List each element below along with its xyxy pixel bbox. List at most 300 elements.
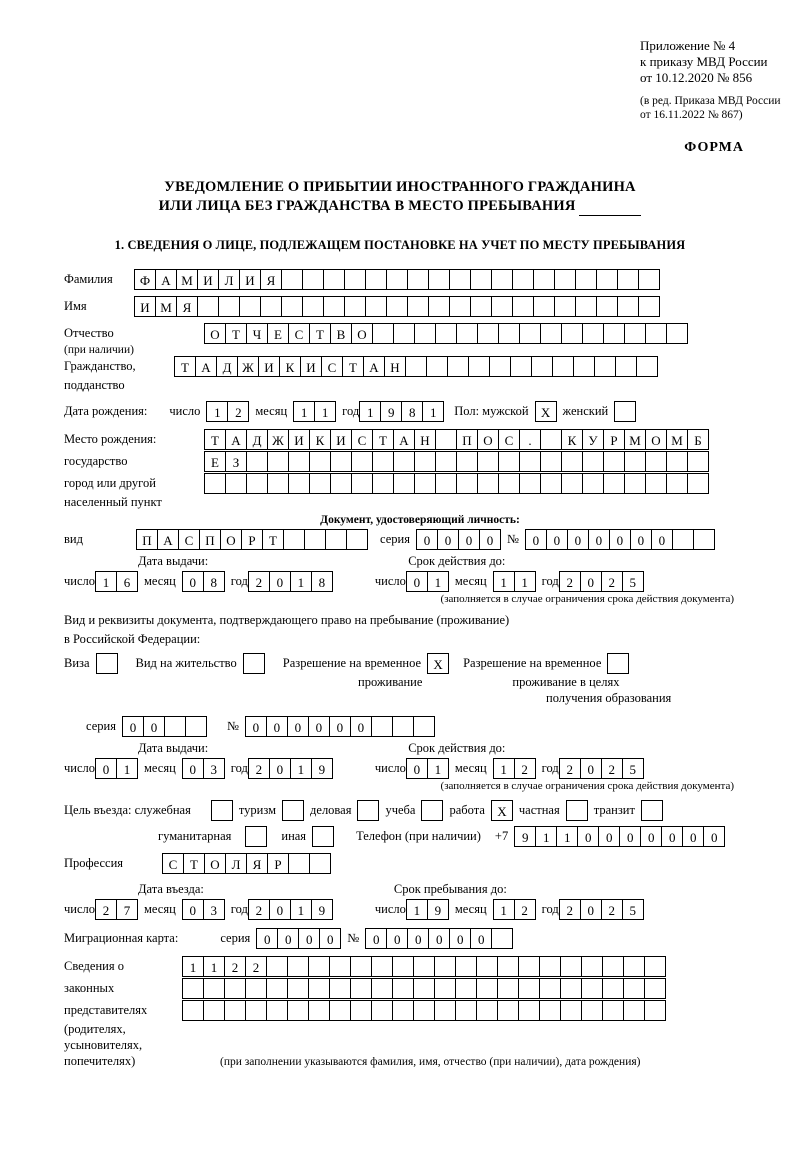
reps-2-cell[interactable] bbox=[539, 978, 561, 999]
birthplace-2-cell[interactable]: Е bbox=[204, 451, 226, 472]
patronymic-cell[interactable] bbox=[582, 323, 604, 344]
name-cell[interactable] bbox=[596, 296, 618, 317]
migration-series-cell[interactable]: 0 bbox=[319, 928, 341, 949]
name-cell[interactable] bbox=[533, 296, 555, 317]
migration-number-cell[interactable]: 0 bbox=[470, 928, 492, 949]
permit-issue-day-cell[interactable]: 0 bbox=[95, 758, 117, 779]
reps-1-cell[interactable] bbox=[308, 956, 330, 977]
birthplace-3-cell[interactable] bbox=[225, 473, 247, 494]
citizenship-cell[interactable] bbox=[447, 356, 469, 377]
id-valid-month-input[interactable] bbox=[493, 571, 536, 592]
temporary-residence-checkbox[interactable]: X bbox=[427, 653, 449, 674]
stay-year-cell[interactable]: 2 bbox=[559, 899, 581, 920]
reps-3-cell[interactable] bbox=[350, 1000, 372, 1021]
birthplace-3-cell[interactable] bbox=[645, 473, 667, 494]
birthplace-1-cell[interactable]: Д bbox=[246, 429, 268, 450]
reps-1-cell[interactable] bbox=[434, 956, 456, 977]
idoc-number-cell[interactable]: 0 bbox=[609, 529, 631, 550]
surname-cell[interactable] bbox=[386, 269, 408, 290]
stay-month-cell[interactable]: 2 bbox=[514, 899, 536, 920]
permit-issue-month-cell[interactable]: 0 bbox=[182, 758, 204, 779]
issue-month-cell[interactable]: 8 bbox=[203, 571, 225, 592]
issue-day-cell[interactable]: 1 bbox=[95, 571, 117, 592]
reps-2-cell[interactable] bbox=[518, 978, 540, 999]
name-cell[interactable] bbox=[302, 296, 324, 317]
purpose-private-checkbox[interactable] bbox=[566, 800, 588, 821]
reps-3-cell[interactable] bbox=[476, 1000, 498, 1021]
phone-cell[interactable]: 1 bbox=[535, 826, 557, 847]
reps-2-cell[interactable] bbox=[560, 978, 582, 999]
surname-cell[interactable] bbox=[491, 269, 513, 290]
reps-3-cell[interactable] bbox=[266, 1000, 288, 1021]
citizenship-cell[interactable]: Д bbox=[216, 356, 238, 377]
valid-year-cell[interactable]: 2 bbox=[601, 571, 623, 592]
entry-month-input[interactable] bbox=[182, 899, 225, 920]
permit-valid-year-input[interactable] bbox=[559, 758, 644, 779]
reps-1-cell[interactable] bbox=[581, 956, 603, 977]
permit-valid-year-cell[interactable]: 0 bbox=[580, 758, 602, 779]
reps-3-cell[interactable] bbox=[560, 1000, 582, 1021]
migration-series-input[interactable] bbox=[256, 928, 341, 949]
migration-number-cell[interactable]: 0 bbox=[407, 928, 429, 949]
permit-series-cell[interactable]: 0 bbox=[122, 716, 144, 737]
birthplace-1-cell[interactable]: У bbox=[582, 429, 604, 450]
birthplace-3-cell[interactable] bbox=[624, 473, 646, 494]
citizenship-cell[interactable]: А bbox=[195, 356, 217, 377]
surname-cell[interactable] bbox=[575, 269, 597, 290]
reps-2-cell[interactable] bbox=[203, 978, 225, 999]
name-cell[interactable] bbox=[554, 296, 576, 317]
reps-1-cell[interactable] bbox=[371, 956, 393, 977]
idoc-number-cell[interactable]: 0 bbox=[651, 529, 673, 550]
birthplace-input-line-1[interactable] bbox=[204, 429, 709, 450]
stay-year-cell[interactable]: 2 bbox=[601, 899, 623, 920]
birthplace-2-cell[interactable] bbox=[246, 451, 268, 472]
birthplace-1-cell[interactable] bbox=[540, 429, 562, 450]
entry-day-input[interactable] bbox=[95, 899, 138, 920]
birthplace-1-cell[interactable]: А bbox=[393, 429, 415, 450]
phone-cell[interactable]: 0 bbox=[682, 826, 704, 847]
birthplace-3-cell[interactable] bbox=[519, 473, 541, 494]
permit-issue-day-cell[interactable]: 1 bbox=[116, 758, 138, 779]
idoc-series-cell[interactable]: 0 bbox=[458, 529, 480, 550]
reps-2-cell[interactable] bbox=[287, 978, 309, 999]
patronymic-cell[interactable]: Т bbox=[225, 323, 247, 344]
entry-year-cell[interactable]: 2 bbox=[248, 899, 270, 920]
birthplace-1-cell[interactable]: Т bbox=[204, 429, 226, 450]
reps-3-cell[interactable] bbox=[287, 1000, 309, 1021]
birthplace-2-cell[interactable] bbox=[288, 451, 310, 472]
reps-2-cell[interactable] bbox=[350, 978, 372, 999]
reps-3-cell[interactable] bbox=[392, 1000, 414, 1021]
surname-cell[interactable] bbox=[554, 269, 576, 290]
valid-day-cell[interactable]: 0 bbox=[406, 571, 428, 592]
reps-3-cell[interactable] bbox=[308, 1000, 330, 1021]
birthplace-1-cell[interactable]: Р bbox=[603, 429, 625, 450]
idoc-number-cell[interactable]: 0 bbox=[588, 529, 610, 550]
reps-1-cell[interactable] bbox=[518, 956, 540, 977]
purpose-transit-checkbox[interactable] bbox=[641, 800, 663, 821]
purpose-tourism-checkbox[interactable] bbox=[282, 800, 304, 821]
permit-issue-year-cell[interactable]: 2 bbox=[248, 758, 270, 779]
citizenship-cell[interactable] bbox=[426, 356, 448, 377]
birthplace-1-cell[interactable]: О bbox=[645, 429, 667, 450]
patronymic-cell[interactable] bbox=[540, 323, 562, 344]
name-cell[interactable] bbox=[638, 296, 660, 317]
idoc-series-cell[interactable]: 0 bbox=[479, 529, 501, 550]
name-cell[interactable] bbox=[260, 296, 282, 317]
idoc-series-cell[interactable]: 0 bbox=[416, 529, 438, 550]
name-cell[interactable] bbox=[449, 296, 471, 317]
name-cell[interactable] bbox=[617, 296, 639, 317]
permit-valid-day-cell[interactable]: 1 bbox=[427, 758, 449, 779]
idoc-type-cell[interactable]: О bbox=[220, 529, 242, 550]
representatives-input-line-2[interactable] bbox=[182, 978, 666, 999]
citizenship-cell[interactable] bbox=[615, 356, 637, 377]
birthplace-2-cell[interactable] bbox=[414, 451, 436, 472]
idoc-type-cell[interactable] bbox=[304, 529, 326, 550]
surname-cell[interactable]: И bbox=[239, 269, 261, 290]
patronymic-cell[interactable] bbox=[603, 323, 625, 344]
valid-year-cell[interactable]: 0 bbox=[580, 571, 602, 592]
birthplace-2-cell[interactable] bbox=[393, 451, 415, 472]
id-document-number-input[interactable] bbox=[525, 529, 715, 550]
permit-series-input[interactable] bbox=[122, 716, 207, 737]
patronymic-cell[interactable] bbox=[624, 323, 646, 344]
phone-cell[interactable]: 0 bbox=[598, 826, 620, 847]
birthplace-3-cell[interactable] bbox=[267, 473, 289, 494]
surname-input[interactable] bbox=[134, 269, 660, 290]
birth-month-cell[interactable]: 1 bbox=[293, 401, 315, 422]
birthplace-input-line-2[interactable] bbox=[204, 451, 709, 472]
valid-year-cell[interactable]: 2 bbox=[559, 571, 581, 592]
birthplace-3-cell[interactable] bbox=[204, 473, 226, 494]
stay-day-input[interactable] bbox=[406, 899, 449, 920]
permit-issue-year-cell[interactable]: 1 bbox=[290, 758, 312, 779]
permit-issue-day-input[interactable] bbox=[95, 758, 138, 779]
reps-1-cell[interactable] bbox=[329, 956, 351, 977]
reps-1-cell[interactable] bbox=[392, 956, 414, 977]
idoc-type-cell[interactable] bbox=[283, 529, 305, 550]
reps-3-cell[interactable] bbox=[182, 1000, 204, 1021]
citizenship-cell[interactable]: И bbox=[300, 356, 322, 377]
reps-2-cell[interactable] bbox=[623, 978, 645, 999]
permit-issue-year-input[interactable] bbox=[248, 758, 333, 779]
representatives-input-line-3[interactable] bbox=[182, 1000, 666, 1021]
citizenship-cell[interactable] bbox=[405, 356, 427, 377]
reps-2-cell[interactable] bbox=[497, 978, 519, 999]
reps-1-cell[interactable]: 2 bbox=[224, 956, 246, 977]
birthplace-1-cell[interactable]: С bbox=[498, 429, 520, 450]
citizenship-cell[interactable] bbox=[531, 356, 553, 377]
reps-1-cell[interactable] bbox=[623, 956, 645, 977]
birthplace-3-cell[interactable] bbox=[666, 473, 688, 494]
reps-2-cell[interactable] bbox=[476, 978, 498, 999]
stay-year-cell[interactable]: 0 bbox=[580, 899, 602, 920]
permit-number-cell[interactable]: 0 bbox=[308, 716, 330, 737]
idoc-number-cell[interactable] bbox=[693, 529, 715, 550]
phone-cell[interactable]: 0 bbox=[619, 826, 641, 847]
sex-female-checkbox[interactable] bbox=[614, 401, 636, 422]
idoc-number-cell[interactable]: 0 bbox=[630, 529, 652, 550]
name-cell[interactable] bbox=[575, 296, 597, 317]
birth-day-input[interactable] bbox=[206, 401, 249, 422]
surname-cell[interactable] bbox=[407, 269, 429, 290]
surname-cell[interactable] bbox=[428, 269, 450, 290]
permit-number-cell[interactable] bbox=[413, 716, 435, 737]
name-input[interactable] bbox=[134, 296, 660, 317]
valid-month-cell[interactable]: 1 bbox=[514, 571, 536, 592]
reps-3-cell[interactable] bbox=[245, 1000, 267, 1021]
surname-cell[interactable] bbox=[638, 269, 660, 290]
idoc-type-cell[interactable]: А bbox=[157, 529, 179, 550]
citizenship-cell[interactable]: И bbox=[258, 356, 280, 377]
permit-number-cell[interactable] bbox=[371, 716, 393, 737]
idoc-type-cell[interactable] bbox=[346, 529, 368, 550]
id-issue-month-input[interactable] bbox=[182, 571, 225, 592]
surname-cell[interactable] bbox=[449, 269, 471, 290]
patronymic-cell[interactable]: В bbox=[330, 323, 352, 344]
profession-cell[interactable]: Р bbox=[267, 853, 289, 874]
birthplace-3-cell[interactable] bbox=[351, 473, 373, 494]
migration-series-cell[interactable]: 0 bbox=[256, 928, 278, 949]
permit-issue-year-cell[interactable]: 9 bbox=[311, 758, 333, 779]
reps-1-cell[interactable] bbox=[476, 956, 498, 977]
birthplace-1-cell[interactable]: А bbox=[225, 429, 247, 450]
migration-number-cell[interactable]: 0 bbox=[386, 928, 408, 949]
birth-month-input[interactable] bbox=[293, 401, 336, 422]
surname-cell[interactable] bbox=[323, 269, 345, 290]
profession-cell[interactable]: Т bbox=[183, 853, 205, 874]
idoc-type-cell[interactable]: Р bbox=[241, 529, 263, 550]
sex-male-checkbox[interactable]: X bbox=[535, 401, 557, 422]
reps-1-cell[interactable] bbox=[287, 956, 309, 977]
idoc-type-cell[interactable]: П bbox=[199, 529, 221, 550]
surname-cell[interactable]: Я bbox=[260, 269, 282, 290]
birthplace-1-cell[interactable]: Т bbox=[372, 429, 394, 450]
permit-valid-day-input[interactable] bbox=[406, 758, 449, 779]
citizenship-cell[interactable] bbox=[573, 356, 595, 377]
reps-3-cell[interactable] bbox=[623, 1000, 645, 1021]
surname-cell[interactable]: А bbox=[155, 269, 177, 290]
birthplace-3-cell[interactable] bbox=[288, 473, 310, 494]
birthplace-3-cell[interactable] bbox=[498, 473, 520, 494]
purpose-other-checkbox[interactable] bbox=[312, 826, 334, 847]
birthplace-1-cell[interactable]: И bbox=[288, 429, 310, 450]
education-residence-checkbox[interactable] bbox=[607, 653, 629, 674]
entry-year-cell[interactable]: 0 bbox=[269, 899, 291, 920]
birthplace-1-cell[interactable]: К bbox=[309, 429, 331, 450]
permit-valid-year-cell[interactable]: 5 bbox=[622, 758, 644, 779]
birthplace-1-cell[interactable]: И bbox=[330, 429, 352, 450]
birth-year-cell[interactable]: 1 bbox=[359, 401, 381, 422]
birthplace-3-cell[interactable] bbox=[603, 473, 625, 494]
birthplace-3-cell[interactable] bbox=[246, 473, 268, 494]
profession-cell[interactable]: Я bbox=[246, 853, 268, 874]
patronymic-cell[interactable] bbox=[645, 323, 667, 344]
name-cell[interactable] bbox=[470, 296, 492, 317]
entry-year-cell[interactable]: 1 bbox=[290, 899, 312, 920]
citizenship-cell[interactable] bbox=[468, 356, 490, 377]
birthplace-2-cell[interactable] bbox=[561, 451, 583, 472]
issue-year-cell[interactable]: 0 bbox=[269, 571, 291, 592]
citizenship-cell[interactable] bbox=[510, 356, 532, 377]
permit-issue-month-cell[interactable]: 3 bbox=[203, 758, 225, 779]
purpose-study-checkbox[interactable] bbox=[421, 800, 443, 821]
surname-cell[interactable] bbox=[533, 269, 555, 290]
profession-input[interactable] bbox=[162, 853, 331, 874]
stay-day-cell[interactable]: 9 bbox=[427, 899, 449, 920]
patronymic-cell[interactable]: О bbox=[351, 323, 373, 344]
birthplace-3-cell[interactable] bbox=[582, 473, 604, 494]
entry-day-cell[interactable]: 7 bbox=[116, 899, 138, 920]
reps-1-cell[interactable] bbox=[455, 956, 477, 977]
reps-1-cell[interactable] bbox=[560, 956, 582, 977]
migration-number-cell[interactable]: 0 bbox=[449, 928, 471, 949]
birthplace-2-cell[interactable] bbox=[603, 451, 625, 472]
birthplace-2-cell[interactable] bbox=[666, 451, 688, 472]
idoc-type-cell[interactable]: П bbox=[136, 529, 158, 550]
birthplace-2-cell[interactable] bbox=[267, 451, 289, 472]
name-cell[interactable] bbox=[344, 296, 366, 317]
profession-cell[interactable] bbox=[309, 853, 331, 874]
name-cell[interactable] bbox=[281, 296, 303, 317]
birthplace-1-cell[interactable]: М bbox=[624, 429, 646, 450]
permit-number-cell[interactable]: 0 bbox=[350, 716, 372, 737]
birthplace-1-cell[interactable] bbox=[435, 429, 457, 450]
entry-day-cell[interactable]: 2 bbox=[95, 899, 117, 920]
surname-cell[interactable]: Ф bbox=[134, 269, 156, 290]
reps-2-cell[interactable] bbox=[329, 978, 351, 999]
birth-day-cell[interactable]: 1 bbox=[206, 401, 228, 422]
reps-2-cell[interactable] bbox=[434, 978, 456, 999]
reps-3-cell[interactable] bbox=[602, 1000, 624, 1021]
reps-1-cell[interactable] bbox=[497, 956, 519, 977]
phone-input[interactable] bbox=[514, 826, 725, 847]
birthplace-1-cell[interactable]: Б bbox=[687, 429, 709, 450]
issue-year-cell[interactable]: 2 bbox=[248, 571, 270, 592]
surname-cell[interactable]: Л bbox=[218, 269, 240, 290]
reps-3-cell[interactable] bbox=[434, 1000, 456, 1021]
idoc-type-cell[interactable]: Т bbox=[262, 529, 284, 550]
birthplace-2-cell[interactable] bbox=[540, 451, 562, 472]
birthplace-2-cell[interactable] bbox=[582, 451, 604, 472]
reps-3-cell[interactable] bbox=[644, 1000, 666, 1021]
idoc-type-cell[interactable]: С bbox=[178, 529, 200, 550]
reps-2-cell[interactable] bbox=[413, 978, 435, 999]
birthplace-3-cell[interactable] bbox=[330, 473, 352, 494]
patronymic-input[interactable] bbox=[204, 323, 688, 344]
permit-number-input[interactable] bbox=[245, 716, 435, 737]
phone-cell[interactable]: 0 bbox=[661, 826, 683, 847]
idoc-number-cell[interactable]: 0 bbox=[525, 529, 547, 550]
idoc-series-cell[interactable]: 0 bbox=[437, 529, 459, 550]
citizenship-cell[interactable]: А bbox=[363, 356, 385, 377]
permit-valid-month-input[interactable] bbox=[493, 758, 536, 779]
birthplace-2-cell[interactable] bbox=[372, 451, 394, 472]
idoc-number-cell[interactable]: 0 bbox=[567, 529, 589, 550]
permit-number-cell[interactable]: 0 bbox=[287, 716, 309, 737]
patronymic-cell[interactable] bbox=[414, 323, 436, 344]
reps-3-cell[interactable] bbox=[203, 1000, 225, 1021]
reps-2-cell[interactable] bbox=[602, 978, 624, 999]
issue-month-cell[interactable]: 0 bbox=[182, 571, 204, 592]
patronymic-cell[interactable] bbox=[561, 323, 583, 344]
issue-year-cell[interactable]: 1 bbox=[290, 571, 312, 592]
birthplace-2-cell[interactable] bbox=[624, 451, 646, 472]
reps-2-cell[interactable] bbox=[371, 978, 393, 999]
patronymic-cell[interactable] bbox=[435, 323, 457, 344]
patronymic-cell[interactable] bbox=[498, 323, 520, 344]
birthplace-2-cell[interactable] bbox=[519, 451, 541, 472]
patronymic-cell[interactable] bbox=[393, 323, 415, 344]
permit-number-cell[interactable] bbox=[392, 716, 414, 737]
permit-number-cell[interactable]: 0 bbox=[266, 716, 288, 737]
entry-month-cell[interactable]: 3 bbox=[203, 899, 225, 920]
profession-cell[interactable]: Л bbox=[225, 853, 247, 874]
reps-2-cell[interactable] bbox=[266, 978, 288, 999]
entry-year-input[interactable] bbox=[248, 899, 333, 920]
id-valid-day-input[interactable] bbox=[406, 571, 449, 592]
birthplace-3-cell[interactable] bbox=[309, 473, 331, 494]
birthplace-1-cell[interactable]: М bbox=[666, 429, 688, 450]
name-cell[interactable]: Я bbox=[176, 296, 198, 317]
name-cell[interactable] bbox=[407, 296, 429, 317]
birthplace-3-cell[interactable] bbox=[414, 473, 436, 494]
citizenship-cell[interactable]: Н bbox=[384, 356, 406, 377]
name-cell[interactable] bbox=[197, 296, 219, 317]
reps-2-cell[interactable] bbox=[644, 978, 666, 999]
reps-3-cell[interactable] bbox=[371, 1000, 393, 1021]
stay-year-cell[interactable]: 5 bbox=[622, 899, 644, 920]
birthplace-1-cell[interactable]: . bbox=[519, 429, 541, 450]
birthplace-2-cell[interactable] bbox=[435, 451, 457, 472]
birthplace-1-cell[interactable]: К bbox=[561, 429, 583, 450]
birthplace-2-cell[interactable] bbox=[456, 451, 478, 472]
birthplace-3-cell[interactable] bbox=[687, 473, 709, 494]
entry-month-cell[interactable]: 0 bbox=[182, 899, 204, 920]
birth-year-cell[interactable]: 9 bbox=[380, 401, 402, 422]
issue-day-cell[interactable]: 6 bbox=[116, 571, 138, 592]
birth-day-cell[interactable]: 2 bbox=[227, 401, 249, 422]
birthplace-1-cell[interactable]: Н bbox=[414, 429, 436, 450]
surname-cell[interactable] bbox=[281, 269, 303, 290]
citizenship-cell[interactable] bbox=[489, 356, 511, 377]
surname-cell[interactable] bbox=[470, 269, 492, 290]
purpose-humanitarian-checkbox[interactable] bbox=[245, 826, 267, 847]
citizenship-cell[interactable]: Т bbox=[342, 356, 364, 377]
permit-valid-month-cell[interactable]: 1 bbox=[493, 758, 515, 779]
permit-issue-month-input[interactable] bbox=[182, 758, 225, 779]
birthplace-3-cell[interactable] bbox=[393, 473, 415, 494]
birthplace-2-cell[interactable] bbox=[687, 451, 709, 472]
name-cell[interactable] bbox=[428, 296, 450, 317]
citizenship-cell[interactable] bbox=[594, 356, 616, 377]
birthplace-2-cell[interactable] bbox=[498, 451, 520, 472]
valid-month-cell[interactable]: 1 bbox=[493, 571, 515, 592]
name-cell[interactable] bbox=[512, 296, 534, 317]
idoc-number-cell[interactable] bbox=[672, 529, 694, 550]
id-document-type-input[interactable] bbox=[136, 529, 368, 550]
id-issue-year-input[interactable] bbox=[248, 571, 333, 592]
surname-cell[interactable] bbox=[365, 269, 387, 290]
representatives-input-line-1[interactable] bbox=[182, 956, 666, 977]
birthplace-3-cell[interactable] bbox=[540, 473, 562, 494]
id-issue-day-input[interactable] bbox=[95, 571, 138, 592]
birthplace-3-cell[interactable] bbox=[372, 473, 394, 494]
birthplace-2-cell[interactable] bbox=[309, 451, 331, 472]
reps-2-cell[interactable] bbox=[455, 978, 477, 999]
